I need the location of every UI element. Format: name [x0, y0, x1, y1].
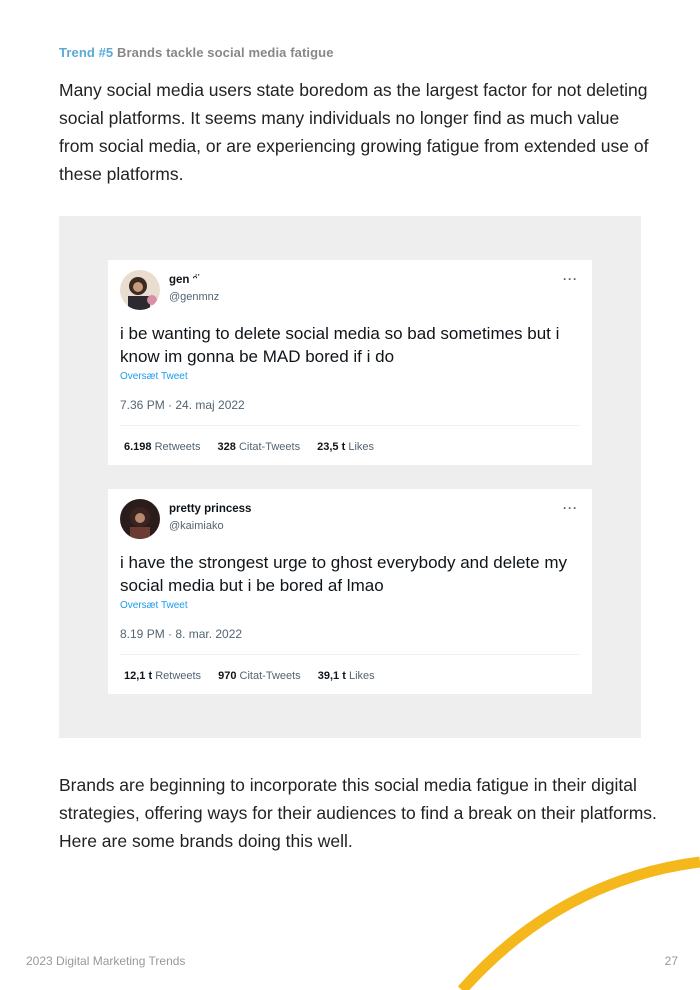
quotes-label: Citat-Tweets [238, 441, 301, 453]
retweets-count: 12,1 t [124, 670, 153, 682]
tweet-text: i have the strongest urge to ghost everybody and delete my social media but i be bored af lmao [120, 553, 567, 595]
author-name-suffix: ᵔ̈ [192, 274, 198, 286]
likes-count: 23,5 t [317, 441, 346, 453]
tweet-timestamp[interactable]: 7.36 PM · 24. maj 2022 [120, 398, 245, 412]
trend-title: Brands tackle social media fatigue [117, 45, 334, 60]
translate-tweet-link[interactable]: Oversæt Tweet [120, 600, 188, 611]
author-name-text: pretty princess [169, 503, 252, 515]
translate-tweet-link[interactable]: Oversæt Tweet [120, 371, 188, 382]
quotes-count: 970 [218, 670, 237, 682]
retweets-label: Retweets [154, 441, 201, 453]
more-options-icon[interactable]: ··· [563, 501, 578, 515]
intro-paragraph: Many social media users state boredom as the largest factor for not deleting social platforms. It seems many individuals no longer find as much value from social media, or are experiencing growing fatigue from extended use of these platforms. [59, 80, 649, 184]
retweets-count: 6.198 [124, 441, 152, 453]
likes-label: Likes [348, 441, 375, 453]
footer-title: 2023 Digital Marketing Trends [26, 954, 186, 968]
more-options-icon[interactable]: ··· [563, 272, 578, 286]
quotes-count: 328 [217, 441, 236, 453]
likes-count: 39,1 t [317, 670, 346, 682]
likes-label: Likes [348, 670, 375, 682]
retweets-label: Retweets [155, 670, 202, 682]
tweet-author-handle[interactable]: @kaimiako [169, 520, 224, 532]
closing-paragraph: Brands are beginning to incorporate this social media fatigue in their digital strategies, offering ways for their audiences to find a break on their platforms. Here are some brands doing this well. [59, 775, 657, 851]
author-name-text: gen [169, 274, 190, 286]
quotes-label: Citat-Tweets [239, 670, 301, 682]
tweet-author-handle[interactable]: @genmnz [169, 291, 220, 303]
tweet-timestamp[interactable]: 8.19 PM · 8. mar. 2022 [120, 627, 243, 641]
page-number: 27 [664, 954, 678, 968]
trend-tag: Trend #5 [59, 45, 114, 60]
tweet-text: i be wanting to delete social media so bad sometimes but i know im gonna be MAD bored if i do [120, 324, 560, 366]
